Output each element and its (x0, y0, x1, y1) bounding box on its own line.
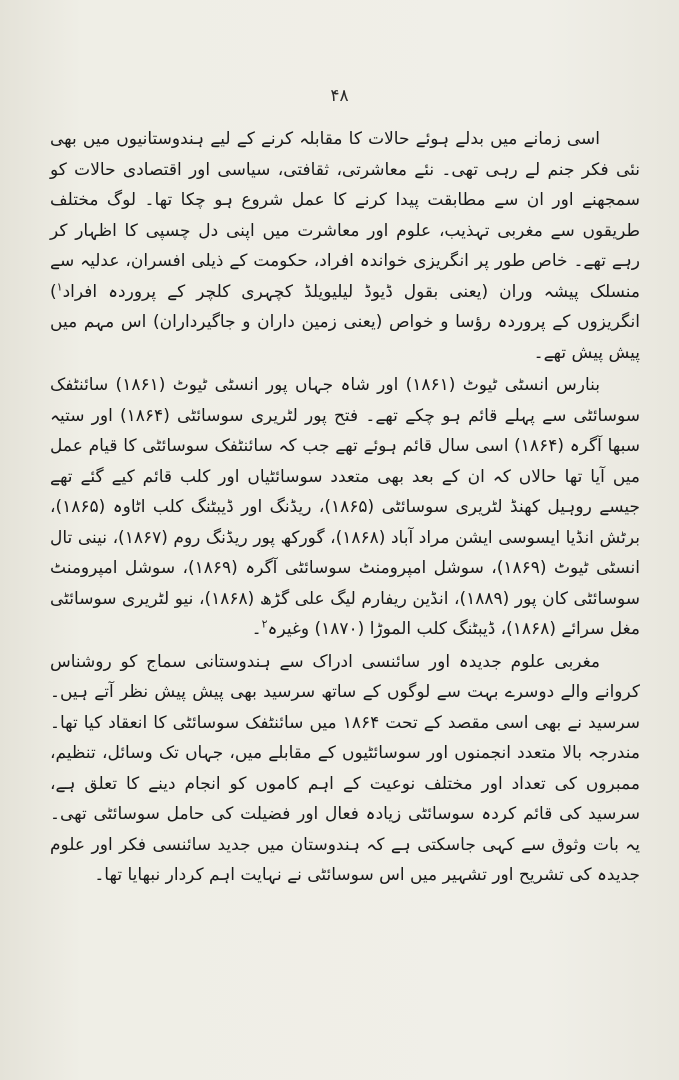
paragraph-text: بنارس انسٹی ٹیوٹ (۱۸۶۱) اور شاہ جہاں پور انسٹی ٹیوٹ (۱۸۶۱) سائنٹفک سوسائٹی سے پہلے قائم ہو چکے تھے۔ فتح پور لٹریری سوسائٹی (۱۸۶۴) اور ستیہ سبھا آگرہ (۱۸۶۴) اسی سال قائم ہوئے تھے جب کہ سائنٹفک سوسائٹی کا قیام عمل میں آیا تھا حالاں کہ ان کے بعد بھی متعدد سوسائٹیاں اور کلب قائم کیے گئے تھے جیسے روہیل کھنڈ لٹریری سوسائٹی (۱۸۶۵)، ریڈنگ اور ڈیبٹنگ کلب اٹاوہ (۱۸۶۵)، برٹش انڈیا ایسوسی ایشن مراد آباد (۱۸۶۸)، گورکھ پور ریڈنگ روم (۱۸۶۷)، نینی تال انسٹی ٹیوٹ (۱۸۶۹)، سوشل امپرومنٹ سوسائٹی آگرہ (۱۸۶۹)، سوشل امپرومنٹ سوسائٹی کان پور (۱۸۸۹)، انڈین ریفارم لیگ علی گڑھ (۱۸۶۸)، نیو لٹریری سوسائٹی مغل سرائے (۱۸۶۸)، ڈیبٹنگ کلب الموڑا (۱۸۷۰) وغیرہ (50, 375, 641, 639)
paragraph-3 (50, 647, 640, 891)
paragraph-text-continued: ۔ (251, 619, 262, 639)
paragraph-text: اسی زمانے میں بدلے ہوئے حالات کا مقابلہ کرنے کے لیے ہندوستانیوں میں بھی نئی فکر جنم لے رہی تھی۔ نئے معاشرتی، ثقافتی، سیاسی اور اقتصادی حالات کو سمجھنے اور ان سے مطابقت پیدا کرنے کا عمل شروع ہو چکا تھا۔ لوگ مختلف طریقوں سے مغربی تہذیب، علوم اور معاشرت میں اپنی دل چسپی کا اظہار کر رہے تھے۔ خاص طور پر انگریزی خواندہ افراد، حکومت کے ذیلی افسران، عدلیہ سے منسلک پیشہ وران (یعنی بقول ڈیوڈ لیلیویلڈ کچہری کلچر کے پروردہ افراد (50, 129, 640, 302)
page-number: ۴۸ (330, 86, 349, 106)
paragraph-2 (50, 370, 640, 645)
paragraph-text: مغربی علوم جدیدہ اور سائنسی ادراک سے ہندوستانی سماج کو روشناس کروانے والے دوسرے بہت سے لوگوں کے ساتھ سرسید بھی پیش پیش نظر آتے ہیں۔ سرسید نے بھی اسی مقصد کے تحت ۱۸۶۴ میں سائنٹفک سوسائٹی کا انعقاد کیا تھا۔ مندرجہ بالا متعدد انجمنوں اور سوسائٹیوں کے مقابلے میں، جہاں تک وسائل، تنظیم، ممبروں کی تعداد اور مختلف نوعیت کے اہم کاموں کو انجام دینے کا تعلق ہے، سرسید کی قائم کردہ سوسائٹی زیادہ فعال اور فضیلت کی حامل سوسائٹی تھی۔ یہ بات وثوق سے کہی جاسکتی ہے کہ ہندوستان میں جدید سائنسی فکر اور علوم جدیدہ کی تشریح اور تشہیر میں اس سوسائٹی نے نہایت اہم کردار نبھایا تھا۔ (50, 651, 640, 885)
paragraph-text-continued: ) انگریزوں کے پروردہ رؤسا و خواص (یعنی زمین داران و جاگیرداران) اس مہم میں پیش پیش تھے۔ (50, 281, 640, 363)
footnote-ref[interactable]: ۱ (56, 279, 63, 293)
footnote-ref[interactable]: ۲ (261, 617, 268, 631)
paragraph-1 (50, 124, 640, 368)
body-text (50, 124, 640, 891)
